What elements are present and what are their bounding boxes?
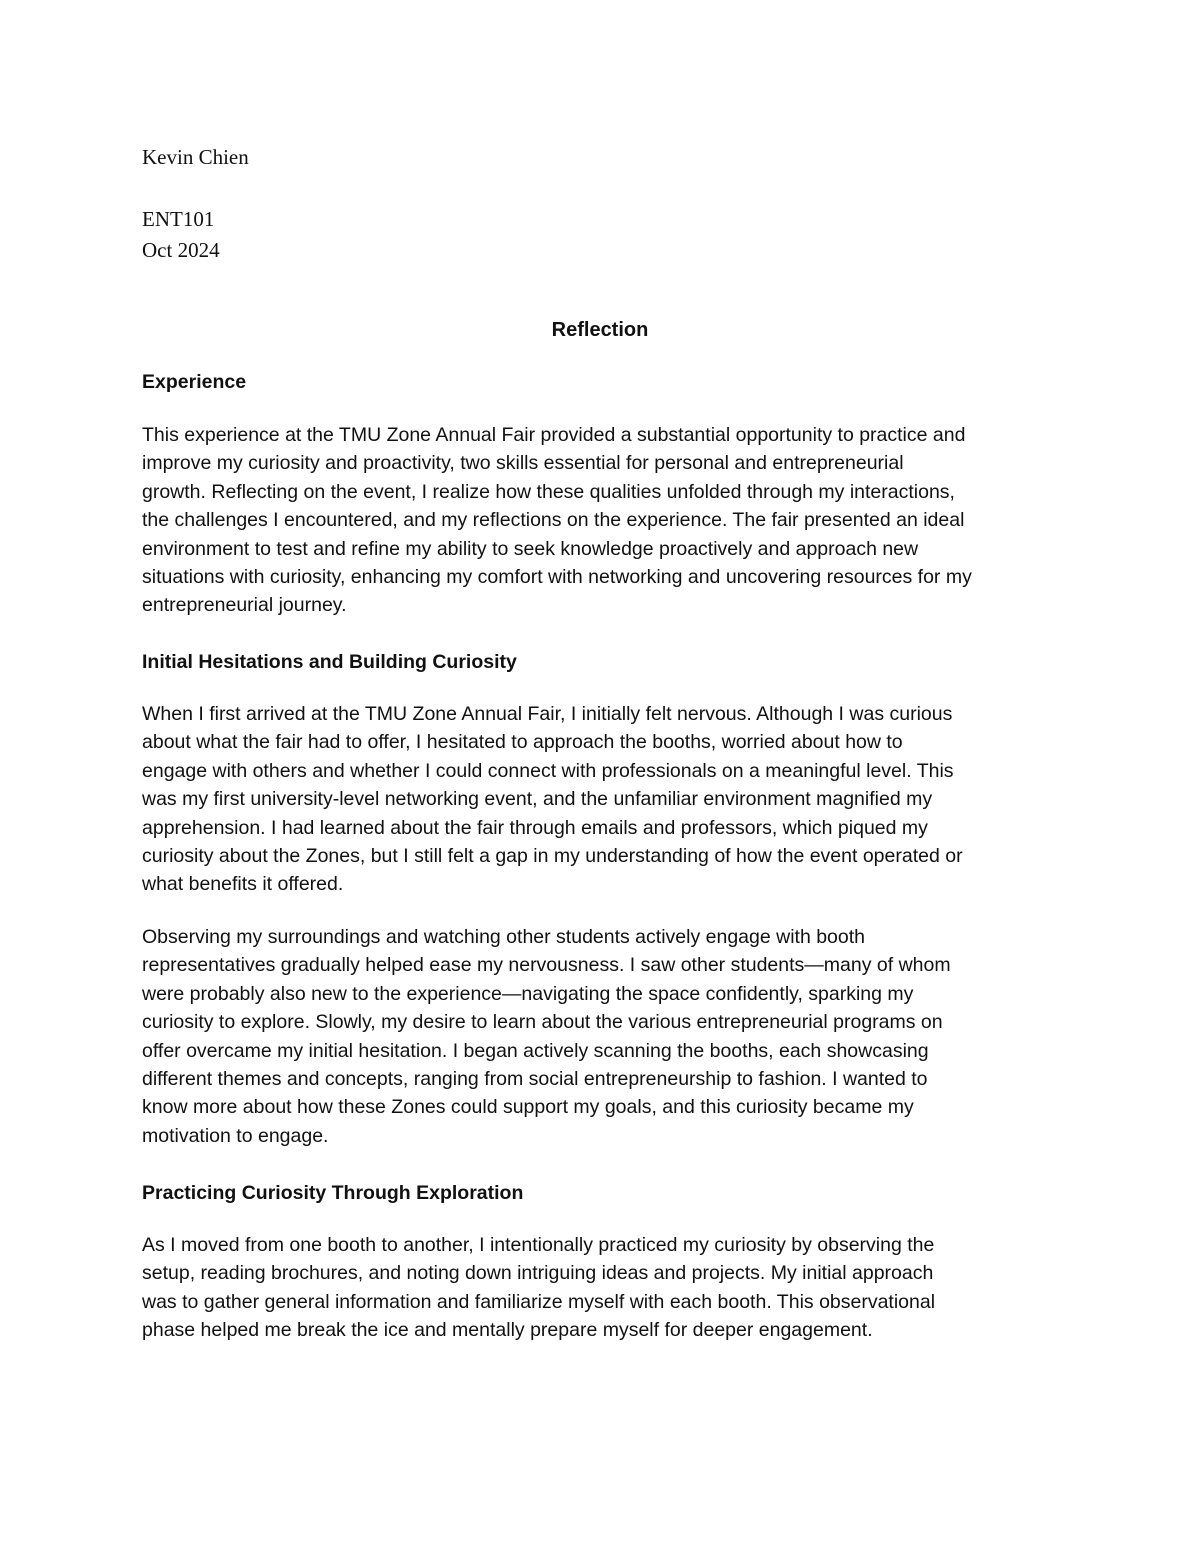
text-line: As I moved from one booth to another, I intentionally practiced my curiosity by observing the [142,1234,935,1256]
text-line: Observing my surroundings and watching other students actively engage with booth [142,926,866,948]
text-line: When I first arrived at the TMU Zone Annual Fair, I initially felt nervous. Although I was curious [142,703,953,725]
text-line: know more about how these Zones could support my goals, and this curiosity became my [142,1096,914,1119]
text-line: were probably also new to the experience—navigating the space confidently, sparking my [142,982,914,1005]
text-line: setup, reading brochures, and noting down intriguing ideas and projects. My initial approach [142,1262,934,1285]
document-date: Oct 2024 [142,238,220,262]
text-line: the challenges I encountered, and my reflections on the experience. The fair presented an ideal [142,509,965,532]
text-line: environment to test and refine my ability to seek knowledge proactively and approach new [142,537,919,560]
text-line: engage with others and whether I could connect with professionals on a meaningful level. This [142,759,954,782]
text-line: This experience at the TMU Zone Annual Fair provided a substantial opportunity to practice and [142,424,966,446]
text-line: entrepreneurial journey. [142,594,347,617]
text-line: about what the fair had to offer, I hesitated to approach the booths, worried about how to [142,731,903,754]
text-line: phase helped me break the ice and mentally prepare myself for deeper engagement. [142,1319,873,1342]
text-line: curiosity to explore. Slowly, my desire to learn about the various entrepreneurial programs on [142,1011,943,1034]
paragraph-initial-hesitations-2 [142,923,1072,1150]
text-line: was my first university-level networking event, and the unfamiliar environment magnified my [142,788,933,811]
text-line: apprehension. I had learned about the fair through emails and professors, which piqued my [142,816,928,839]
section-heading-initial-hesitations: Initial Hesitations and Building Curiosity [142,651,517,673]
paragraph-initial-hesitations-1 [142,700,1072,899]
course-code: ENT101 [142,207,215,231]
paragraph-experience [142,421,1072,620]
document-title: Reflection [551,319,649,341]
text-line: curiosity about the Zones, but I still felt a gap in my understanding of how the event operated or [142,845,963,868]
text-line: was to gather general information and familiarize myself with each booth. This observational [142,1290,936,1313]
text-line: motivation to engage. [142,1124,329,1147]
text-line: situations with curiosity, enhancing my comfort with networking and uncovering resources for my [142,566,972,589]
text-line: offer overcame my initial hesitation. I began actively scanning the booths, each showcasing [142,1039,929,1062]
text-line: what benefits it offered. [142,873,344,896]
section-heading-practicing-curiosity: Practicing Curiosity Through Exploration [142,1182,524,1204]
section-heading-experience: Experience [142,371,247,393]
author-name: Kevin Chien [142,145,249,169]
text-line: improve my curiosity and proactivity, two skills essential for personal and entrepreneurial [142,452,904,475]
text-line: representatives gradually helped ease my nervousness. I saw other students—many of whom [142,954,951,977]
text-line: different themes and concepts, ranging from social entrepreneurship to fashion. I wanted to [142,1068,928,1091]
text-line: growth. Reflecting on the event, I realize how these qualities unfolded through my interactions, [142,480,955,503]
paragraph-practicing-curiosity [142,1231,1072,1345]
